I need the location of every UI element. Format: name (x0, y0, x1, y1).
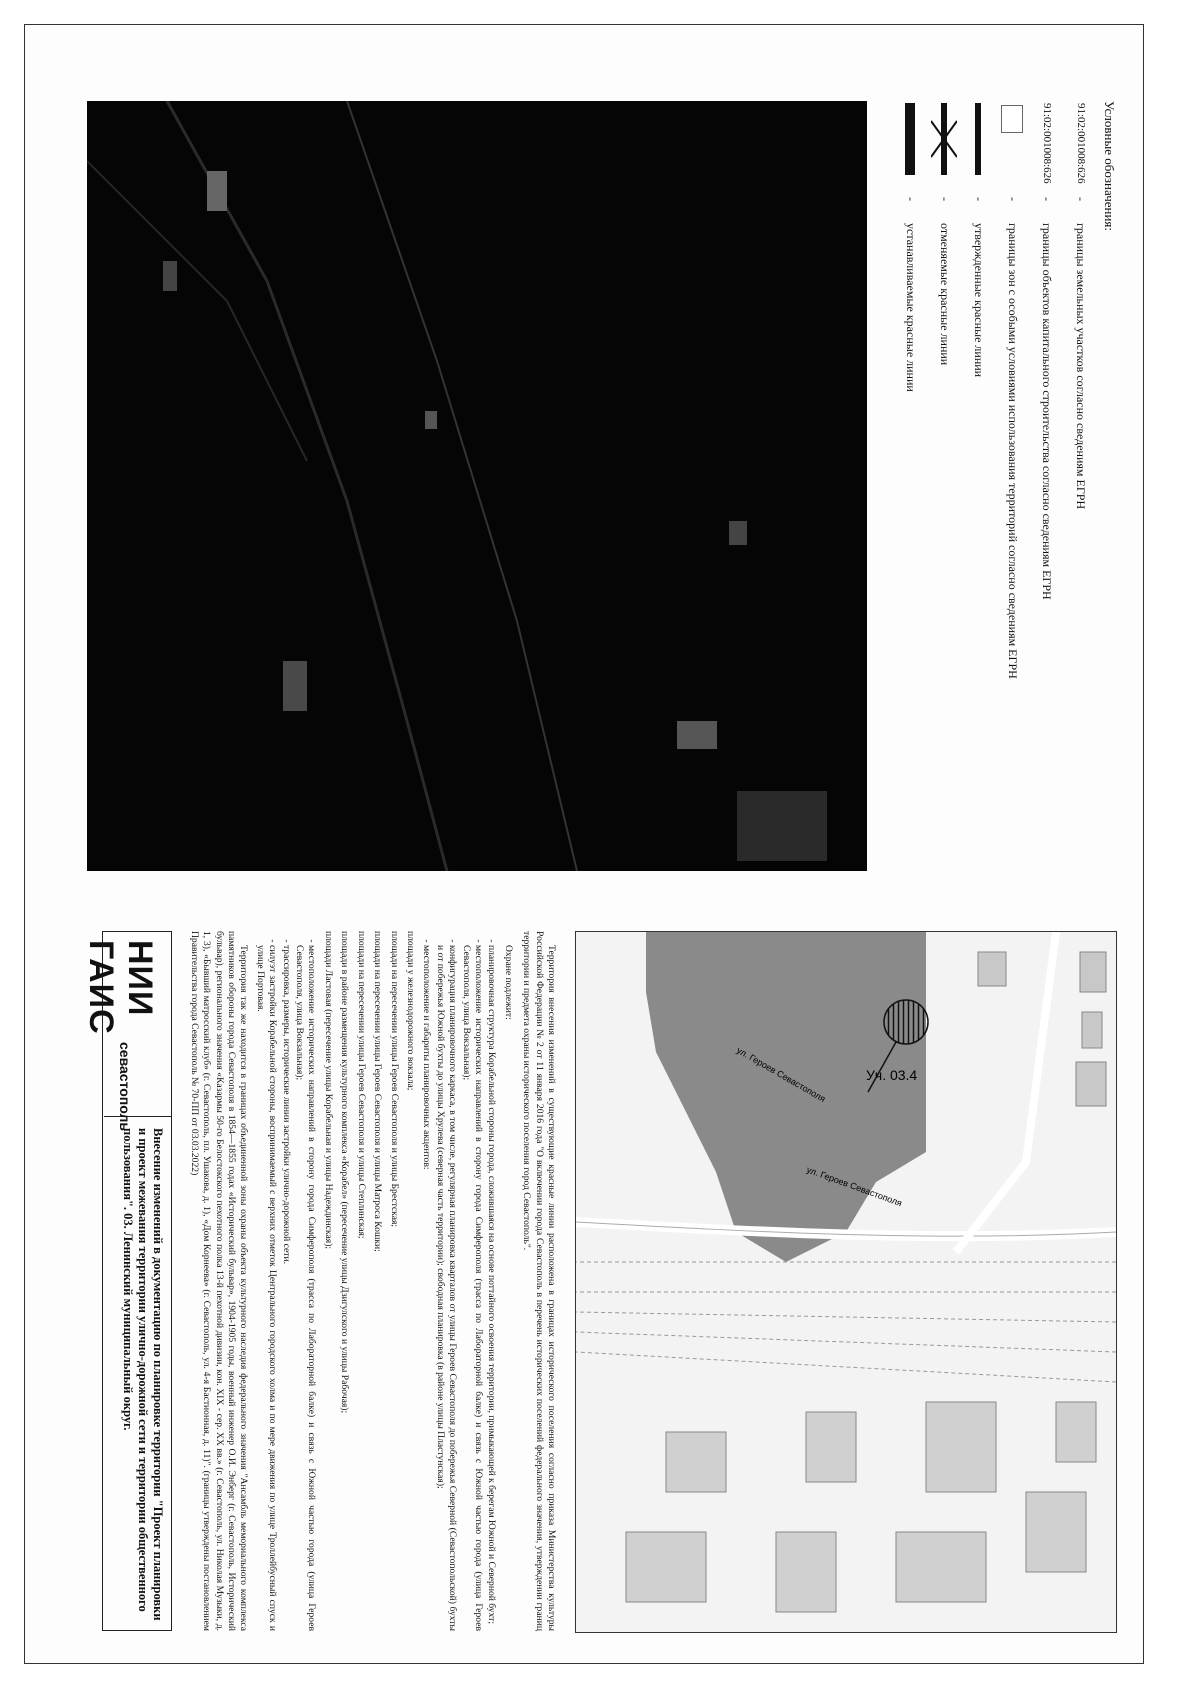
list-item: площади Ластовая (пересечение улицы Корабельная и улицы Надеждинская); (322, 931, 334, 1250)
legend-row-land-plots (1065, 101, 1093, 881)
legend-dash: - (972, 197, 986, 201)
legend-row-buildings (1031, 101, 1059, 881)
list-item: площади у железнодорожного вокзала; (404, 931, 416, 1091)
site-map-drawing (576, 932, 1116, 1632)
legend-text: границы земельных участков согласно сведениям ЕГРН (1074, 223, 1088, 510)
legend-symbol-approved-line (965, 101, 991, 181)
list-item: площади на пересечении улицы Героев Севастополя и улицы Брестская; (388, 931, 400, 1228)
legend-row-new-lines (895, 101, 923, 881)
legend-symbol-land-plot (1067, 101, 1093, 184)
list-item: - силуэт застройки Корабельной стороны, воспринимаемый с верхних отметок Центрального городского холма и по мере движения по улице Троллейбусный спуск и улице Портовая. (253, 945, 278, 1631)
legend-row-cancelled-lines (929, 101, 957, 881)
organization-logo (82, 932, 171, 1131)
legend-dash: - (1006, 197, 1020, 201)
list-item: - трассировка, размеры, исторические линии застройки улично-дорожной сети. (279, 945, 291, 1631)
legend-text: границы объектов капитального строительства согласно сведениям ЕГРН (1040, 223, 1054, 600)
legend-text: утвержденные красные линии (972, 223, 986, 378)
organization-city: севастополь (117, 1042, 133, 1131)
list-item: - местоположение исторических направлений в сторону города Симферополя (трасса по Лабораторной балке) и связь с Южной частью города (улица Героев Севастополя, улица Вокзальная); (293, 945, 318, 1631)
protection-list-2 (253, 931, 317, 1631)
aerial-photo-image (87, 101, 867, 871)
title-block (82, 931, 172, 1631)
legend-text: границы зон с особыми условиями использования территорий согласно сведениям ЕГРН (1006, 223, 1020, 679)
intro-paragraph: Территория внесения изменений в существующие красные линии расположена в границах исторического поселения согласно приказа Министерства культуры Российской Федерации № 2 от 11 января 2016 года "О включении города Севастополь в перечень исторических поселений федерального значения, утверждении границ территории и предмета охраны исторического поселения город Севастополь". (521, 931, 557, 1631)
zone-label: Уч. 03.4 (866, 1067, 918, 1083)
document-title: Внесение изменений в документацию по планировке территории "Проект планировки и проект межевания территории улично-дорожной сети и территории общественного пользования". 03. Ленинский муниципальный округ. (121, 1128, 165, 1621)
aerial-photo (87, 101, 867, 871)
legend-dash: - (1074, 197, 1088, 201)
legend-row-approved-lines (963, 101, 991, 881)
legend-dash: - (904, 197, 918, 201)
cadastral-code: 91:02:001008:626 (1041, 103, 1053, 184)
street-label: ул. Героев Севастополя (805, 1164, 904, 1209)
legend-title: Условные обозначения: (1102, 101, 1117, 232)
list-item: площади в районе размещения культурного комплекса «Корабел» (пересечение улицы Дзигулского и улицы Рабочая); (339, 931, 351, 1414)
protection-lead: Охране подлежит: (502, 945, 514, 1020)
legend-symbol-building (1033, 101, 1059, 184)
explanatory-text (187, 931, 557, 1631)
list-item: площади на пересечении улицы Героев Севастополя и улицы Матроса Кошки; (372, 931, 384, 1252)
legend-symbol-new-line (897, 101, 923, 181)
page-frame (24, 24, 1144, 1664)
legend-text: устанавливаемые красные линии (904, 223, 918, 392)
legend (887, 101, 1117, 881)
street-label: ул. Героев Севастополя (735, 1045, 828, 1105)
legend-dash: - (938, 197, 952, 201)
legend-row-zones (997, 101, 1025, 881)
cadastral-code: 91:02:001008:626 (1075, 103, 1087, 184)
list-item: - конфигурация планировочного каркаса, в том числе, регулярная планировка кварталов от улицы Героев Севастополя до побережья Северной (Севастопольской) бухты и от побережья Южной бухты до улицы Хрулева (северная часть территории); свободная планировка (в районе улицы Пластунская); (433, 945, 458, 1631)
drawing-sheet (61, 61, 1157, 1661)
protection-list (420, 931, 497, 1631)
list-item: - планировочная структура Корабельной стороны города, сложившаяся на основе поттайного освоения территории, примыкающей к берегам Южной и Северной бухт; (485, 945, 497, 1631)
heritage-paragraph: Территория так же находится в границах объединенной зоны охраны объекта культурного наследия федерального значения "Ансамбль мемориального комплекса памятников обороны города Севастополя в 1854—1855 годах «Исторический бульвар», 1904-1905 годы, военный инженер О.И. Энберг (г. Севастополь, Исторический бульвар), регионального значения «Казармы 50-го Белостокского пехотного полка 13-й пехотной дивизии, кон. XIX - сер. XX вв.» (г. Севастополь, ул. Николая Музыки, д. 1, 3), «Бывший матросский клуб» (г. Севастополь, пл. Ушакова, д. 1), «Дом Корнеева» (г. Севастополь, ул. 4-я Бастионная, д. 11)". (границы утверждены постановлением Правительства города Севастополь № 70-ПП от 03.03.2022) (188, 931, 250, 1631)
legend-symbol-cancelled-line (931, 101, 957, 181)
list-item: площади на пересечении улицы Героев Севастополя и улицы Степлинская; (355, 931, 367, 1239)
list-item: - местоположение и габариты планировочных акцентов: (420, 945, 432, 1631)
legend-symbol-zone (999, 101, 1025, 181)
legend-dash: - (1040, 197, 1054, 201)
hatched-zone (884, 1000, 928, 1044)
organization-name: НИИ ГАИС (82, 940, 159, 1035)
list-item: - местоположение исторических направлений в сторону города Симферополя (трасса по Лабораторной балке) и связь с Южной частью города (улица Героев Севастополя, улица Вокзальная); (459, 945, 484, 1631)
site-map (575, 931, 1117, 1633)
legend-text: отменяемые красные линии (938, 223, 952, 366)
